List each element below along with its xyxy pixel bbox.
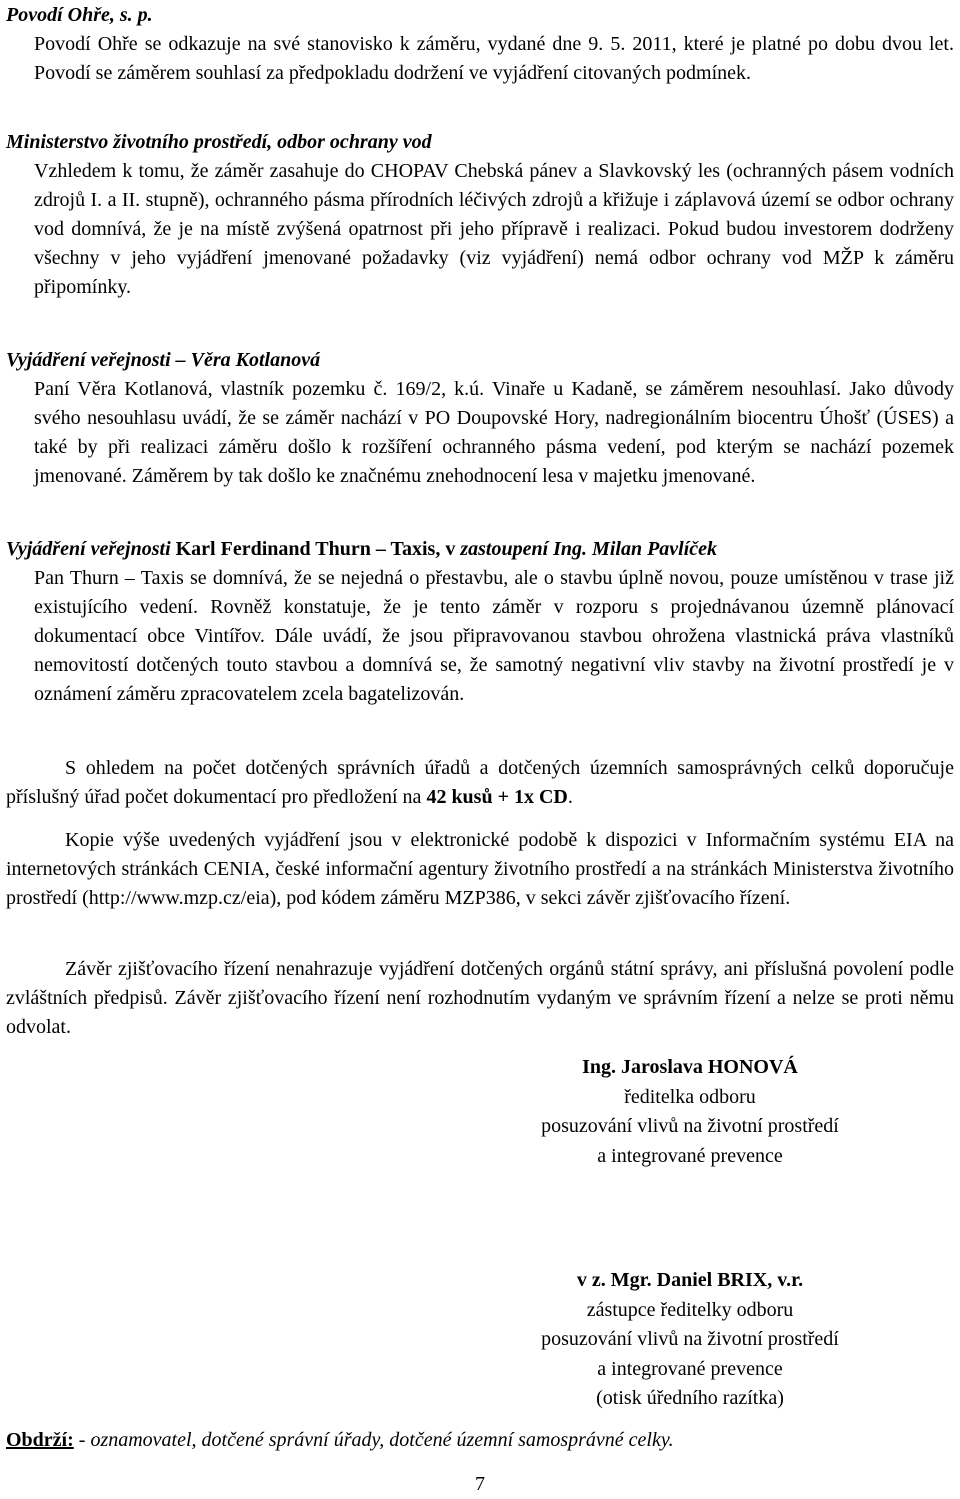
section-mzp-ochrana-vod [6,128,954,302]
text-pocet-dokumentaci-main: S ohledem na počet dotčených správních úřadů a dotčených územních samosprávných celků doporučuje příslušný úřad počet dokumentací pro předložení na [6,757,954,808]
text-pocet-kusu: 42 kusů + 1x CD [426,786,568,808]
heading-thurn-taxis-a: Vyjádření veřejnosti [6,538,171,560]
text-thurn-taxis: Pan Thurn – Taxis se domnívá, že se nejedná o přestavbu, ale o stavbu úplně novou, pouze umístěnou v trase již existujícího vedení. Rovněž konstatuje, že je tento záměr v rozporu s projednávanou územně plánovací dokumentací obce Vintířov. Dále uvádí, že jsou připravovanou stavbou ohrožena vlastnická práva vlastníků nemovitostí dotčených touto stavbou a domnívá se, že samotný negativní vliv stavby na životní prostředí je v oznámení záměru zpracovatelem zcela bagatelizován. [34,567,954,705]
heading-povodi-ohre: Povodí Ohře, s. p. [6,4,153,26]
heading-thurn-taxis-c: zastoupení Ing. Milan Pavlíček [460,538,718,560]
signature-line: a integrované prevence [597,1357,783,1380]
recipients-text: - oznamovatel, dotčené správní úřady, dotčené územní samosprávné celky. [73,1429,674,1451]
section-thurn-taxis [6,535,954,709]
signature-name-honova: Ing. Jaroslava HONOVÁ [582,1056,798,1078]
signature-line: zástupce ředitelky odboru [586,1298,794,1321]
text-kopie-vyjadreni: Kopie výše uvedených vyjádření jsou v elektronické podobě k dispozici v Informačním systému EIA na internetových stránkách CENIA, české informační agentury životního prostředí a na stránkách Ministerstva životního prostředí (http://www.mzp.cz/eia), pod kódem záměru MZP386, v sekci závěr zjišťovacího řízení. [6,829,954,909]
text-mzp-ochrana-vod: Vzhledem k tomu, že záměr zasahuje do CHOPAV Chebská pánev a Slavkovský les (ochranných pásem vodních zdrojů I. a II. stupně), ochranného pásma přírodních léčivých zdrojů a křižuje i záplavová území se odbor ochrany vod domnívá, že je na místě zvýšená opatrnost při jeho přípravě i realizaci. Pokud budou investorem dodrženy všechny v jeho vyjádření jmenované požadavky (viz vyjádření) nemá odbor ochrany vod MŽP k záměru připomínky. [34,160,954,298]
section-povodi-ohre [6,1,954,88]
text-zaver: Závěr zjišťovacího řízení nenahrazuje vyjádření dotčených orgánů státní správy, ani příslušná povolení podle zvláštních předpisů. Závěr zjišťovacího řízení není rozhodnutím vydaným ve správním řízení a nelze se proti němu odvolat. [6,958,954,1038]
signature-name-brix: v z. Mgr. Daniel BRIX, v.r. [576,1269,804,1291]
recipients-line [6,1426,674,1455]
signature-line: (otisk úředního razítka) [596,1387,784,1409]
heading-thurn-taxis [6,535,954,564]
text-pocet-dokumentaci [6,754,954,812]
heading-thurn-taxis-b: Karl Ferdinand Thurn – Taxis, v [175,538,456,560]
heading-mzp-ochrana-vod: Ministerstvo životního prostředí, odbor ochrany vod [6,131,432,153]
signature-block-honova [480,1053,900,1171]
paragraph-pocet-dokumentaci [6,754,954,812]
signature-line: a integrované prevence [597,1144,783,1167]
heading-kotlanova: Vyjádření veřejnosti – Věra Kotlanová [6,349,321,371]
paragraph-zaver [6,955,954,1042]
text-kotlanova-lead: Paní Věra Kotlanová, vlastník pozemku č. 169/2, k.ú. Vinaře u Kadaně, se záměrem nesouhlasí. [34,378,842,400]
recipients-label: Obdrží: [6,1429,74,1451]
signature-line: posuzování vlivů na životní prostředí [541,1328,839,1350]
text-kotlanova [6,375,954,491]
page-number: 7 [475,1473,485,1495]
text-kotlanova-body: Jako důvody svého nesouhlasu uvádí, že se záměr nachází v PO Doupovské Hory, nadregionálním biocentru Úhošť (ÚSES) a také by při realizaci záměru došlo k rozšíření ochranného pásma vedení, pod kterým se nachází pozemek jmenované. Záměrem by tak došlo ke značnému znehodnocení lesa v majetku jmenované. [34,378,954,487]
signature-block-brix [480,1266,900,1414]
text-povodi-ohre: Povodí Ohře se odkazuje na své stanovisko k záměru, vydané dne 9. 5. 2011, které je platné po dobu dvou let. Povodí se záměrem souhlasí za předpokladu dodržení ve vyjádření citovaných podmínek. [34,33,954,84]
section-kotlanova [6,346,954,491]
paragraph-kopie-vyjadreni [6,826,954,913]
text-pocet-dokumentaci-end: . [567,786,573,808]
signature-line: ředitelka odboru [624,1085,756,1108]
signature-line: posuzování vlivů na životní prostředí [541,1115,839,1137]
